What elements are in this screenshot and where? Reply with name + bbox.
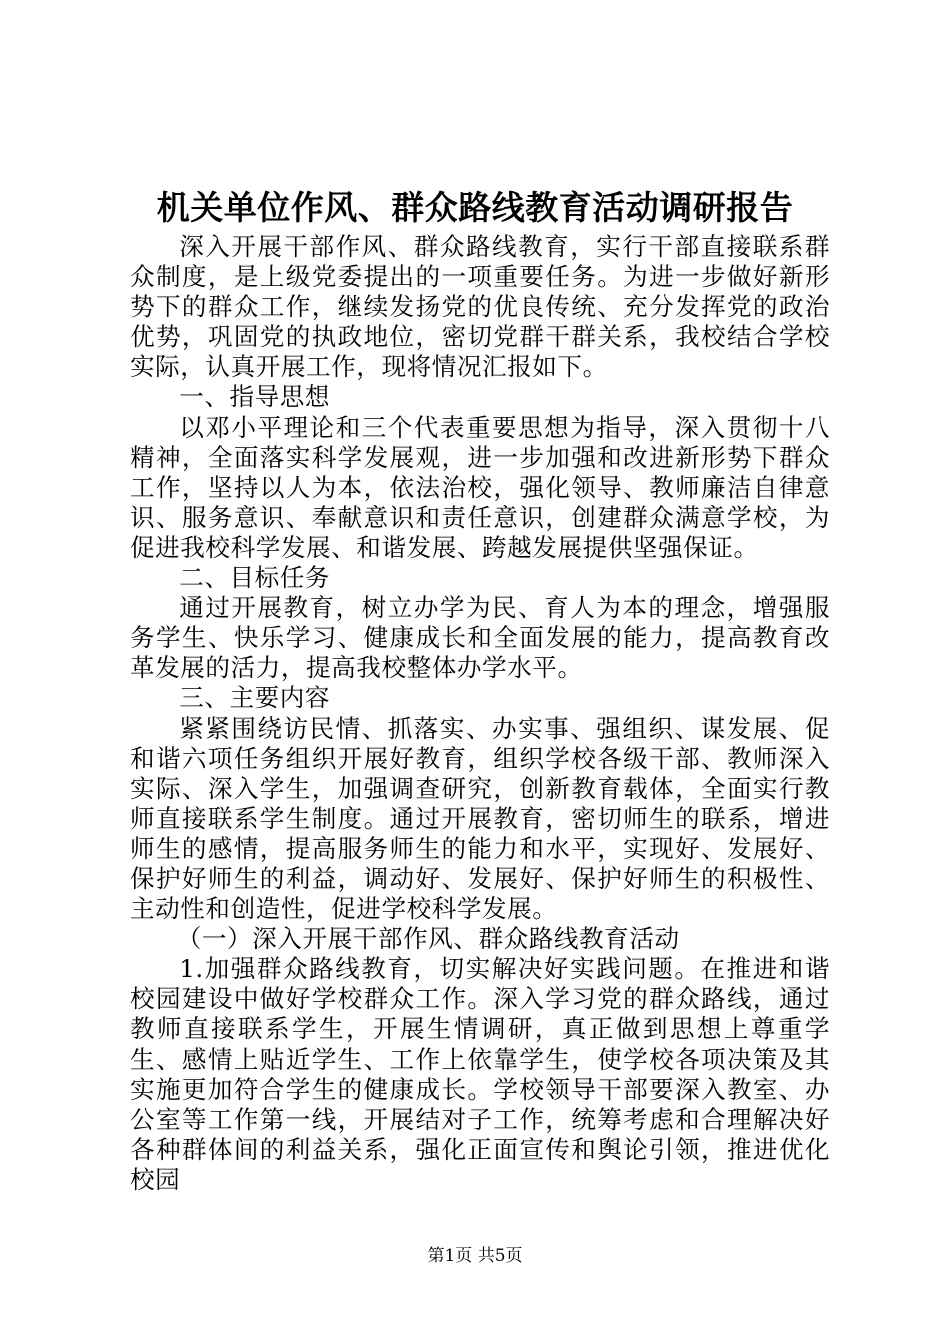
document-title: 机关单位作风、群众路线教育活动调研报告 [156, 188, 794, 227]
section-heading-main-content: 三、主要内容 [179, 683, 331, 713]
subsection-heading-1: （一）深入开展干部作风、群众路线教育活动 [176, 924, 680, 954]
goals-paragraph: 通过开展教育，树立办学为民、育人为本的理念，增强服务学生、快乐学习、健康成长和全面发展的能力，提高教育改革发展的活力，提高我校整体办学水平。 [130, 593, 830, 683]
item-1-paragraph: 1.加强群众路线教育，切实解决好实践问题。在推进和谐校园建设中做好学校群众工作。深入学习党的群众路线，通过教师直接联系学生，开展生情调研，真正做到思想上尊重学生、感情上贴近学生、工作上依靠学生，使学校各项决策及其实施更加符合学生的健康成长。学校领导干部要深入教室、办公室等工作第一线，开展结对子工作，统筹考虑和合理解决好各种群体间的利益关系，强化正面宣传和舆论引领，推进优化校园 [130, 954, 830, 1194]
section-heading-guiding-thought: 一、指导思想 [179, 382, 331, 412]
main-content-paragraph: 紧紧围绕访民情、抓落实、办实事、强组织、谋发展、促和谐六项任务组织开展好教育，组织学校各级干部、教师深入实际、深入学生，加强调查研究，创新教育载体，全面实行教师直接联系学生制度。通过开展教育，密切师生的联系，增进师生的感情，提高服务师生的能力和水平，实现好、发展好、保护好师生的利益，调动好、发展好、保护好师生的积极性、主动性和创造性，促进学校科学发展。 [130, 713, 830, 924]
document-body [130, 232, 830, 1195]
page-number-footer: 第1页 共5页 [427, 1246, 523, 1266]
intro-paragraph: 深入开展干部作风、群众路线教育，实行干部直接联系群众制度，是上级党委提出的一项重要任务。为进一步做好新形势下的群众工作，继续发扬党的优良传统、充分发挥党的政治优势，巩固党的执政地位，密切党群干群关系，我校结合学校实际，认真开展工作，现将情况汇报如下。 [130, 232, 830, 382]
guiding-thought-paragraph: 以邓小平理论和三个代表重要思想为指导，深入贯彻十八精神，全面落实科学发展观，进一步加强和改进新形势下群众工作，坚持以人为本，依法治校，强化领导、教师廉洁自律意识、服务意识、奉献意识和责任意识，创建群众满意学校，为促进我校科学发展、和谐发展、跨越发展提供坚强保证。 [130, 412, 830, 562]
section-heading-goals: 二、目标任务 [179, 563, 331, 593]
